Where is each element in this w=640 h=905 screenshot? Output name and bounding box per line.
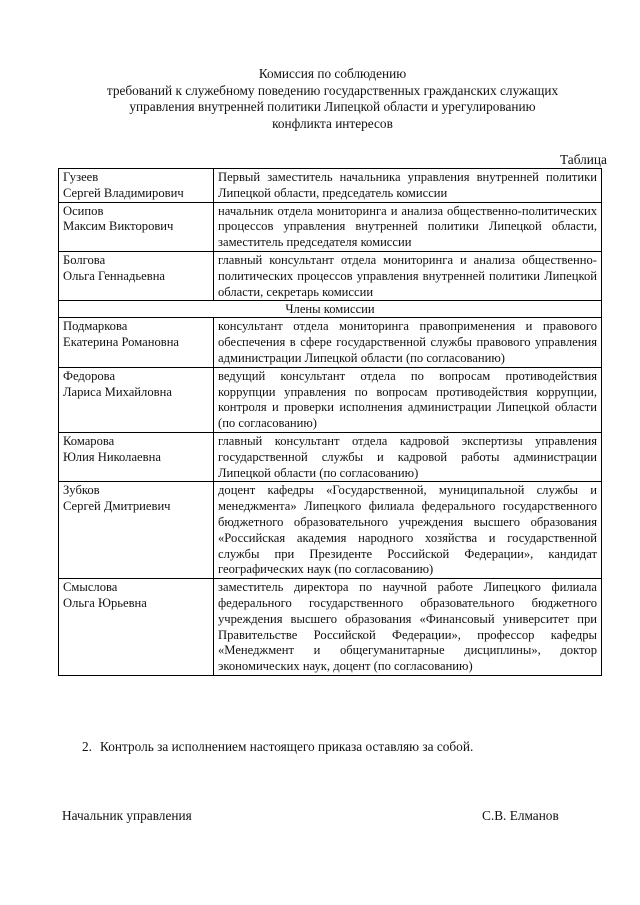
table-caption: Таблица	[560, 152, 607, 167]
table-row	[59, 318, 602, 367]
paragraph-text: Контроль за исполнением настоящего приказа оставляю за собой.	[100, 739, 474, 754]
member-given-names: Ольга Юрьевна	[63, 595, 147, 610]
member-surname: Зубков	[63, 483, 100, 498]
member-position: ведущий консультант отдела по вопросам противодействия коррупции управления по вопросам противодействия коррупции, контроля и проверки исполнения администрации Липецкой области (по согласованию)	[214, 367, 602, 432]
title-line-1: Комиссия по соблюдению	[258, 66, 407, 81]
member-position: консультант отдела мониторинга правоприменения и правового обеспечения в сфере государственной службы правового управления администрации Липецкой области (по согласованию)	[214, 318, 602, 367]
member-name	[59, 169, 214, 203]
member-position: начальник отдела мониторинга и анализа общественно-политических процессов управления внутренней политики Липецкой области, заместитель председателя комиссии	[214, 202, 602, 251]
title-line-3: управления внутренней политики Липецкой области и урегулированию	[129, 99, 536, 114]
member-given-names: Юлия Николаевна	[63, 449, 161, 464]
member-surname: Подмаркова	[63, 319, 128, 334]
member-name	[59, 432, 214, 481]
member-position: главный консультант отдела кадровой экспертизы управления государственной службы и кадровой работы администрации Липецкой области (по согласованию)	[214, 432, 602, 481]
commission-table	[58, 168, 602, 676]
title-line-4: конфликта интересов	[272, 115, 393, 131]
signature-role: Начальник управления	[62, 808, 192, 823]
member-surname: Федорова	[63, 368, 116, 383]
signature-name: С.В. Елманов	[482, 808, 559, 823]
member-given-names: Ольга Геннадьевна	[63, 268, 166, 283]
table-row	[59, 251, 602, 300]
document-title	[60, 66, 605, 132]
member-name	[59, 367, 214, 432]
member-name	[59, 251, 214, 300]
member-name	[59, 579, 214, 676]
member-position: заместитель директора по научной работе Липецкого филиала федерального государственного образовательного бюджетного учреждения высшего образования «Финансовый университет при Правительстве Российской Федерации», профессор кафедры «Менеджмент и общегуманитарные дисциплины», доктор экономических наук, доцент (по согласованию)	[214, 579, 602, 676]
table-row	[59, 169, 602, 203]
member-surname: Осипов	[63, 203, 104, 218]
member-surname: Болгова	[63, 252, 106, 267]
table-row	[59, 367, 602, 432]
member-name	[59, 482, 214, 579]
member-name	[59, 202, 214, 251]
section-header-row	[59, 301, 602, 318]
paragraph-2	[82, 739, 473, 755]
table-row	[59, 482, 602, 579]
paragraph-number: 2.	[82, 739, 92, 754]
member-position: главный консультант отдела мониторинга и анализа общественно-политических процессов управления внутренней политики Липецкой области, секретарь комиссии	[214, 251, 602, 300]
member-given-names: Лариса Михайловна	[63, 384, 172, 399]
member-given-names: Сергей Дмитриевич	[63, 499, 171, 514]
member-surname: Гузеев	[63, 170, 99, 184]
member-position: доцент кафедры «Государственной, муниципальной службы и менеджмента» Липецкого филиала федерального государственного бюджетного образовательного учреждения высшего образования «Российская академия народного хозяйства и государственной службы при Президенте Российской Федерации», кандидат географических наук (по согласованию)	[214, 482, 602, 579]
table-row	[59, 432, 602, 481]
member-surname: Смыслова	[63, 580, 118, 595]
title-line-2: требований к служебному поведению государственных гражданских служащих	[106, 82, 559, 98]
member-given-names: Екатерина Романовна	[63, 335, 180, 350]
table-row	[59, 202, 602, 251]
member-given-names: Максим Викторович	[63, 219, 174, 234]
member-position: Первый заместитель начальника управления внутренней политики Липецкой области, председатель комиссии	[214, 169, 602, 203]
table-row	[59, 579, 602, 676]
section-header: Члены комиссии	[59, 301, 602, 318]
member-surname: Комарова	[63, 433, 115, 448]
member-given-names: Сергей Владимирович	[63, 185, 184, 200]
member-name	[59, 318, 214, 367]
